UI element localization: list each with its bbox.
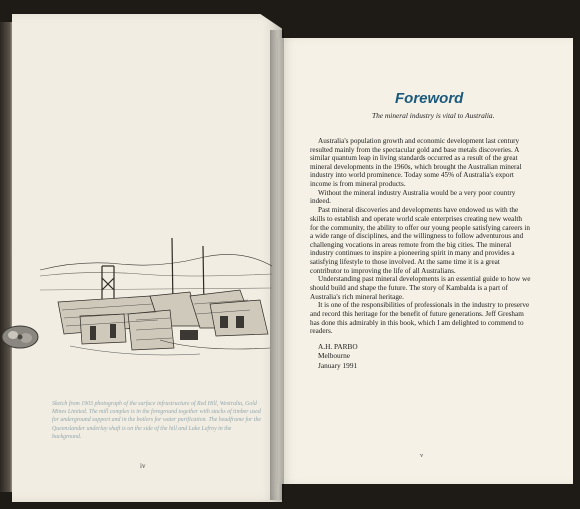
- foreword-body: [310, 137, 532, 336]
- signature-place: Melbourne: [318, 351, 351, 361]
- decorative-clip-icon: [0, 322, 40, 352]
- foreword-signature: [318, 342, 358, 370]
- book-gutter: [270, 30, 284, 500]
- signature-date: January 1991: [318, 360, 358, 370]
- signature-name: A.H. PARBO: [318, 342, 358, 351]
- mine-sketch-illustration: [40, 230, 272, 370]
- foreword-paragraph: Understanding past mineral developments is an essential guide to how we should build and shape the future. The story of Kambalda is a part of Australia's rich mineral heritage.: [310, 275, 531, 301]
- foreword-paragraph: It is one of the responsibilities of professionals in the industry to preserve and record this heritage for the benefit of future generations. Jeff Gresham has done this admirably in this book, which I am delighted to commend to readers.: [310, 301, 530, 336]
- foreword-title: Foreword: [395, 90, 464, 107]
- page-number-left: iv: [140, 462, 146, 470]
- foreword-paragraph: Australia's population growth and economic development last century resulted mainly from the spectacular gold and base metals discoveries. A similar quantum leap in living standards occurred as a result of the great mineral developments in the 1960s, which brought the Australian mineral industry into world prominence. Today some 45% of Australia's export income is from mineral products.: [310, 137, 522, 188]
- book-edge: [0, 22, 14, 492]
- foreword-paragraph: Without the mineral industry Australia would be a very poor country indeed.: [310, 188, 516, 206]
- page-number-right: v: [420, 452, 424, 459]
- foreword-subtitle: The mineral industry is vital to Australia.: [372, 111, 495, 120]
- foreword-paragraph: Past mineral discoveries and developments have endowed us with the skills to establish and operate world scale enterprises creating new wealth for the community, the ability to offer our young people satisfying careers in a wide range of disciplines, and the willingness to follow adventurous and challenging vocations in areas remote from the big cities. The mineral industry continues to inspire a pioneering spirit in many and provides a satisfying lifestyle to those involved. At the same time it is a great contributor to improving the life of all Australians.: [310, 206, 530, 275]
- illustration-caption: Sketch from 1903 photograph of the surface infrastructure of Red Hill, Westralia, Gold Mines Limited. The mill complex is in the foreground together with stacks of timber used for underground support and in the boilers for water purification. The headframe for the Queenslander underlay shaft is on the side of the hill and Lake Lefroy in the background.: [52, 401, 262, 440]
